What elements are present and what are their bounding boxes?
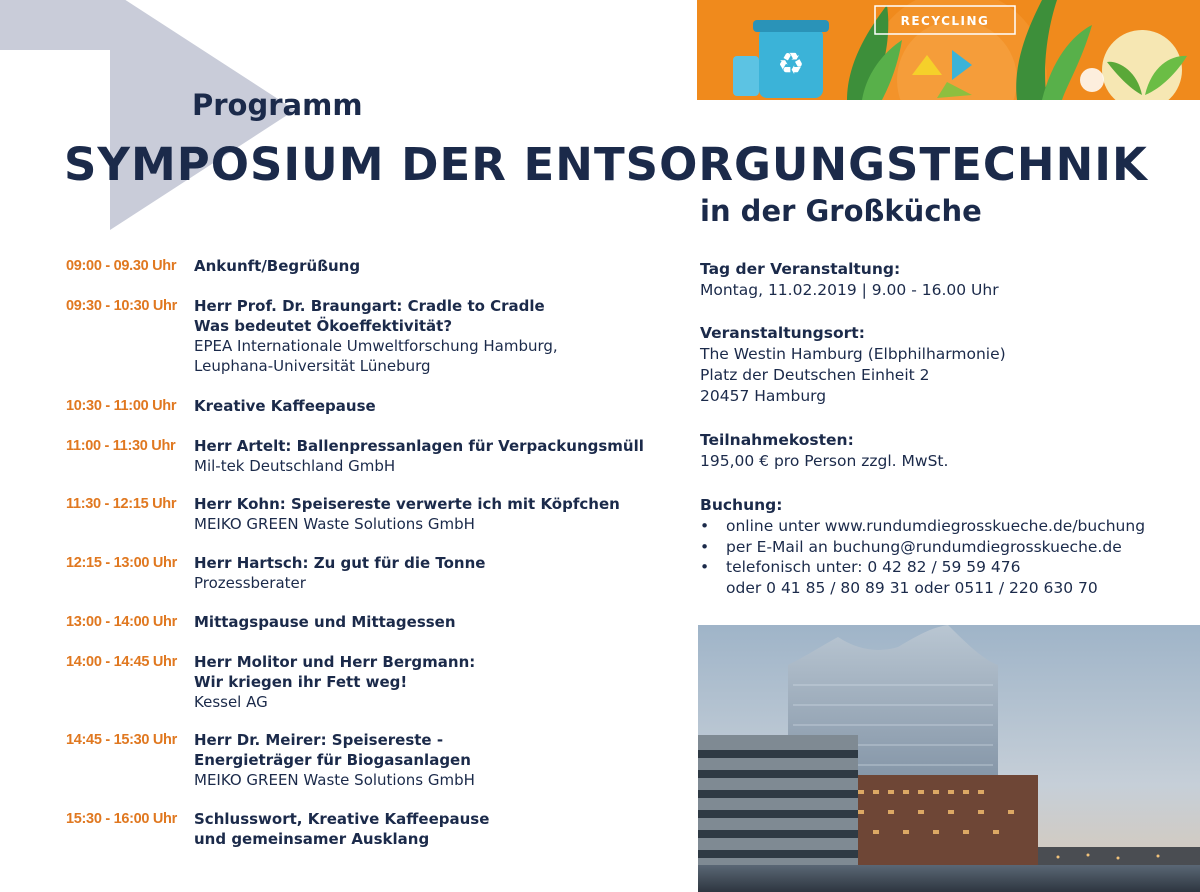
booking-item-phone <box>700 557 1145 578</box>
schedule-title: Schlusswort, Kreative Kaffeepause <box>194 810 490 828</box>
costs-label: Teilnahmekosten: <box>700 431 854 449</box>
costs-value: 195,00 € pro Person zzgl. MwSt. <box>700 452 949 470</box>
venue-line: 20457 Hamburg <box>700 387 827 405</box>
banner-label: RECYCLING <box>900 14 990 28</box>
venue-line: Platz der Deutschen Einheit 2 <box>700 366 930 384</box>
booking-label: Buchung: <box>700 496 783 514</box>
schedule-title: Herr Molitor und Herr Bergmann: <box>194 653 476 671</box>
schedule-time: 09:00 - 09.30 Uhr <box>66 258 177 274</box>
venue-photo <box>698 625 1200 892</box>
date-label: Tag der Veranstaltung: <box>700 260 901 278</box>
programm-heading: Programm <box>192 88 363 122</box>
schedule-detail: Prozessberater <box>194 574 306 592</box>
booking-block <box>700 495 1145 599</box>
booking-item-text: telefonisch unter: 0 42 82 / 59 59 476 <box>726 558 1021 576</box>
venue-block <box>700 323 1006 407</box>
schedule-title: Energieträger für Biogasanlagen <box>194 751 471 769</box>
bullet-icon: • <box>700 537 710 556</box>
booking-item-text: per E-Mail an buchung@rundumdiegrosskueche.de <box>726 537 1122 556</box>
schedule-time: 11:30 - 12:15 Uhr <box>66 496 177 512</box>
schedule-title: Herr Dr. Meirer: Speisereste - <box>194 731 444 749</box>
schedule-detail: Leuphana-Universität Lüneburg <box>194 357 431 375</box>
schedule-time: 10:30 - 11:00 Uhr <box>66 398 177 414</box>
schedule-detail: MEIKO GREEN Waste Solutions GmbH <box>194 771 475 789</box>
booking-item-online <box>700 516 1145 537</box>
booking-list <box>700 516 1145 578</box>
schedule-title: Herr Artelt: Ballenpressanlagen für Verpackungsmüll <box>194 437 644 455</box>
schedule-title: Ankunft/Begrüßung <box>194 257 361 275</box>
schedule-title: Kreative Kaffeepause <box>194 397 376 415</box>
page-subtitle: in der Großküche <box>700 194 982 228</box>
bullet-icon: • <box>700 558 710 576</box>
schedule-time: 15:30 - 16:00 Uhr <box>66 811 177 827</box>
schedule-title: Herr Hartsch: Zu gut für die Tonne <box>194 554 486 572</box>
schedule-time: 11:00 - 11:30 Uhr <box>66 438 176 454</box>
schedule-title: Herr Kohn: Speisereste verwerte ich mit Köpfchen <box>194 495 620 513</box>
schedule-time: 14:00 - 14:45 Uhr <box>66 654 177 670</box>
schedule-detail: Mil-tek Deutschland GmbH <box>194 457 396 475</box>
schedule-detail: EPEA Internationale Umweltforschung Hamburg, <box>194 337 558 355</box>
page-title: SYMPOSIUM DER ENTSORGUNGSTECHNIK <box>64 138 1148 191</box>
booking-item-email <box>700 537 1145 558</box>
venue-line: The Westin Hamburg (Elbphilharmonie) <box>700 345 1006 363</box>
schedule-title: Was bedeutet Ökoeffektivität? <box>194 317 453 335</box>
schedule-title: Herr Prof. Dr. Braungart: Cradle to Cradle <box>194 297 545 315</box>
recycling-banner <box>697 0 1200 100</box>
schedule-title: Wir kriegen ihr Fett weg! <box>194 673 408 691</box>
schedule-detail: Kessel AG <box>194 693 268 711</box>
booking-item-text: online unter www.rundumdiegrosskueche.de/buchung <box>726 517 1146 535</box>
schedule-time: 13:00 - 14:00 Uhr <box>66 614 177 630</box>
bullet-icon: • <box>700 517 710 535</box>
schedule-detail: MEIKO GREEN Waste Solutions GmbH <box>194 515 475 533</box>
date-block <box>700 259 999 301</box>
booking-phone-continuation: oder 0 41 85 / 80 89 31 oder 0511 / 220 630 70 <box>726 578 1098 597</box>
date-value: Montag, 11.02.2019 | 9.00 - 16.00 Uhr <box>700 281 999 299</box>
schedule-title: und gemeinsamer Ausklang <box>194 830 430 848</box>
schedule-time: 09:30 - 10:30 Uhr <box>66 298 177 314</box>
schedule-time: 12:15 - 13:00 Uhr <box>66 555 177 571</box>
svg-text:♻: ♻ <box>777 47 805 82</box>
venue-label: Veranstaltungsort: <box>700 324 865 342</box>
schedule-title: Mittagspause und Mittagessen <box>194 613 456 631</box>
costs-block <box>700 430 948 472</box>
schedule-time: 14:45 - 15:30 Uhr <box>66 732 177 748</box>
